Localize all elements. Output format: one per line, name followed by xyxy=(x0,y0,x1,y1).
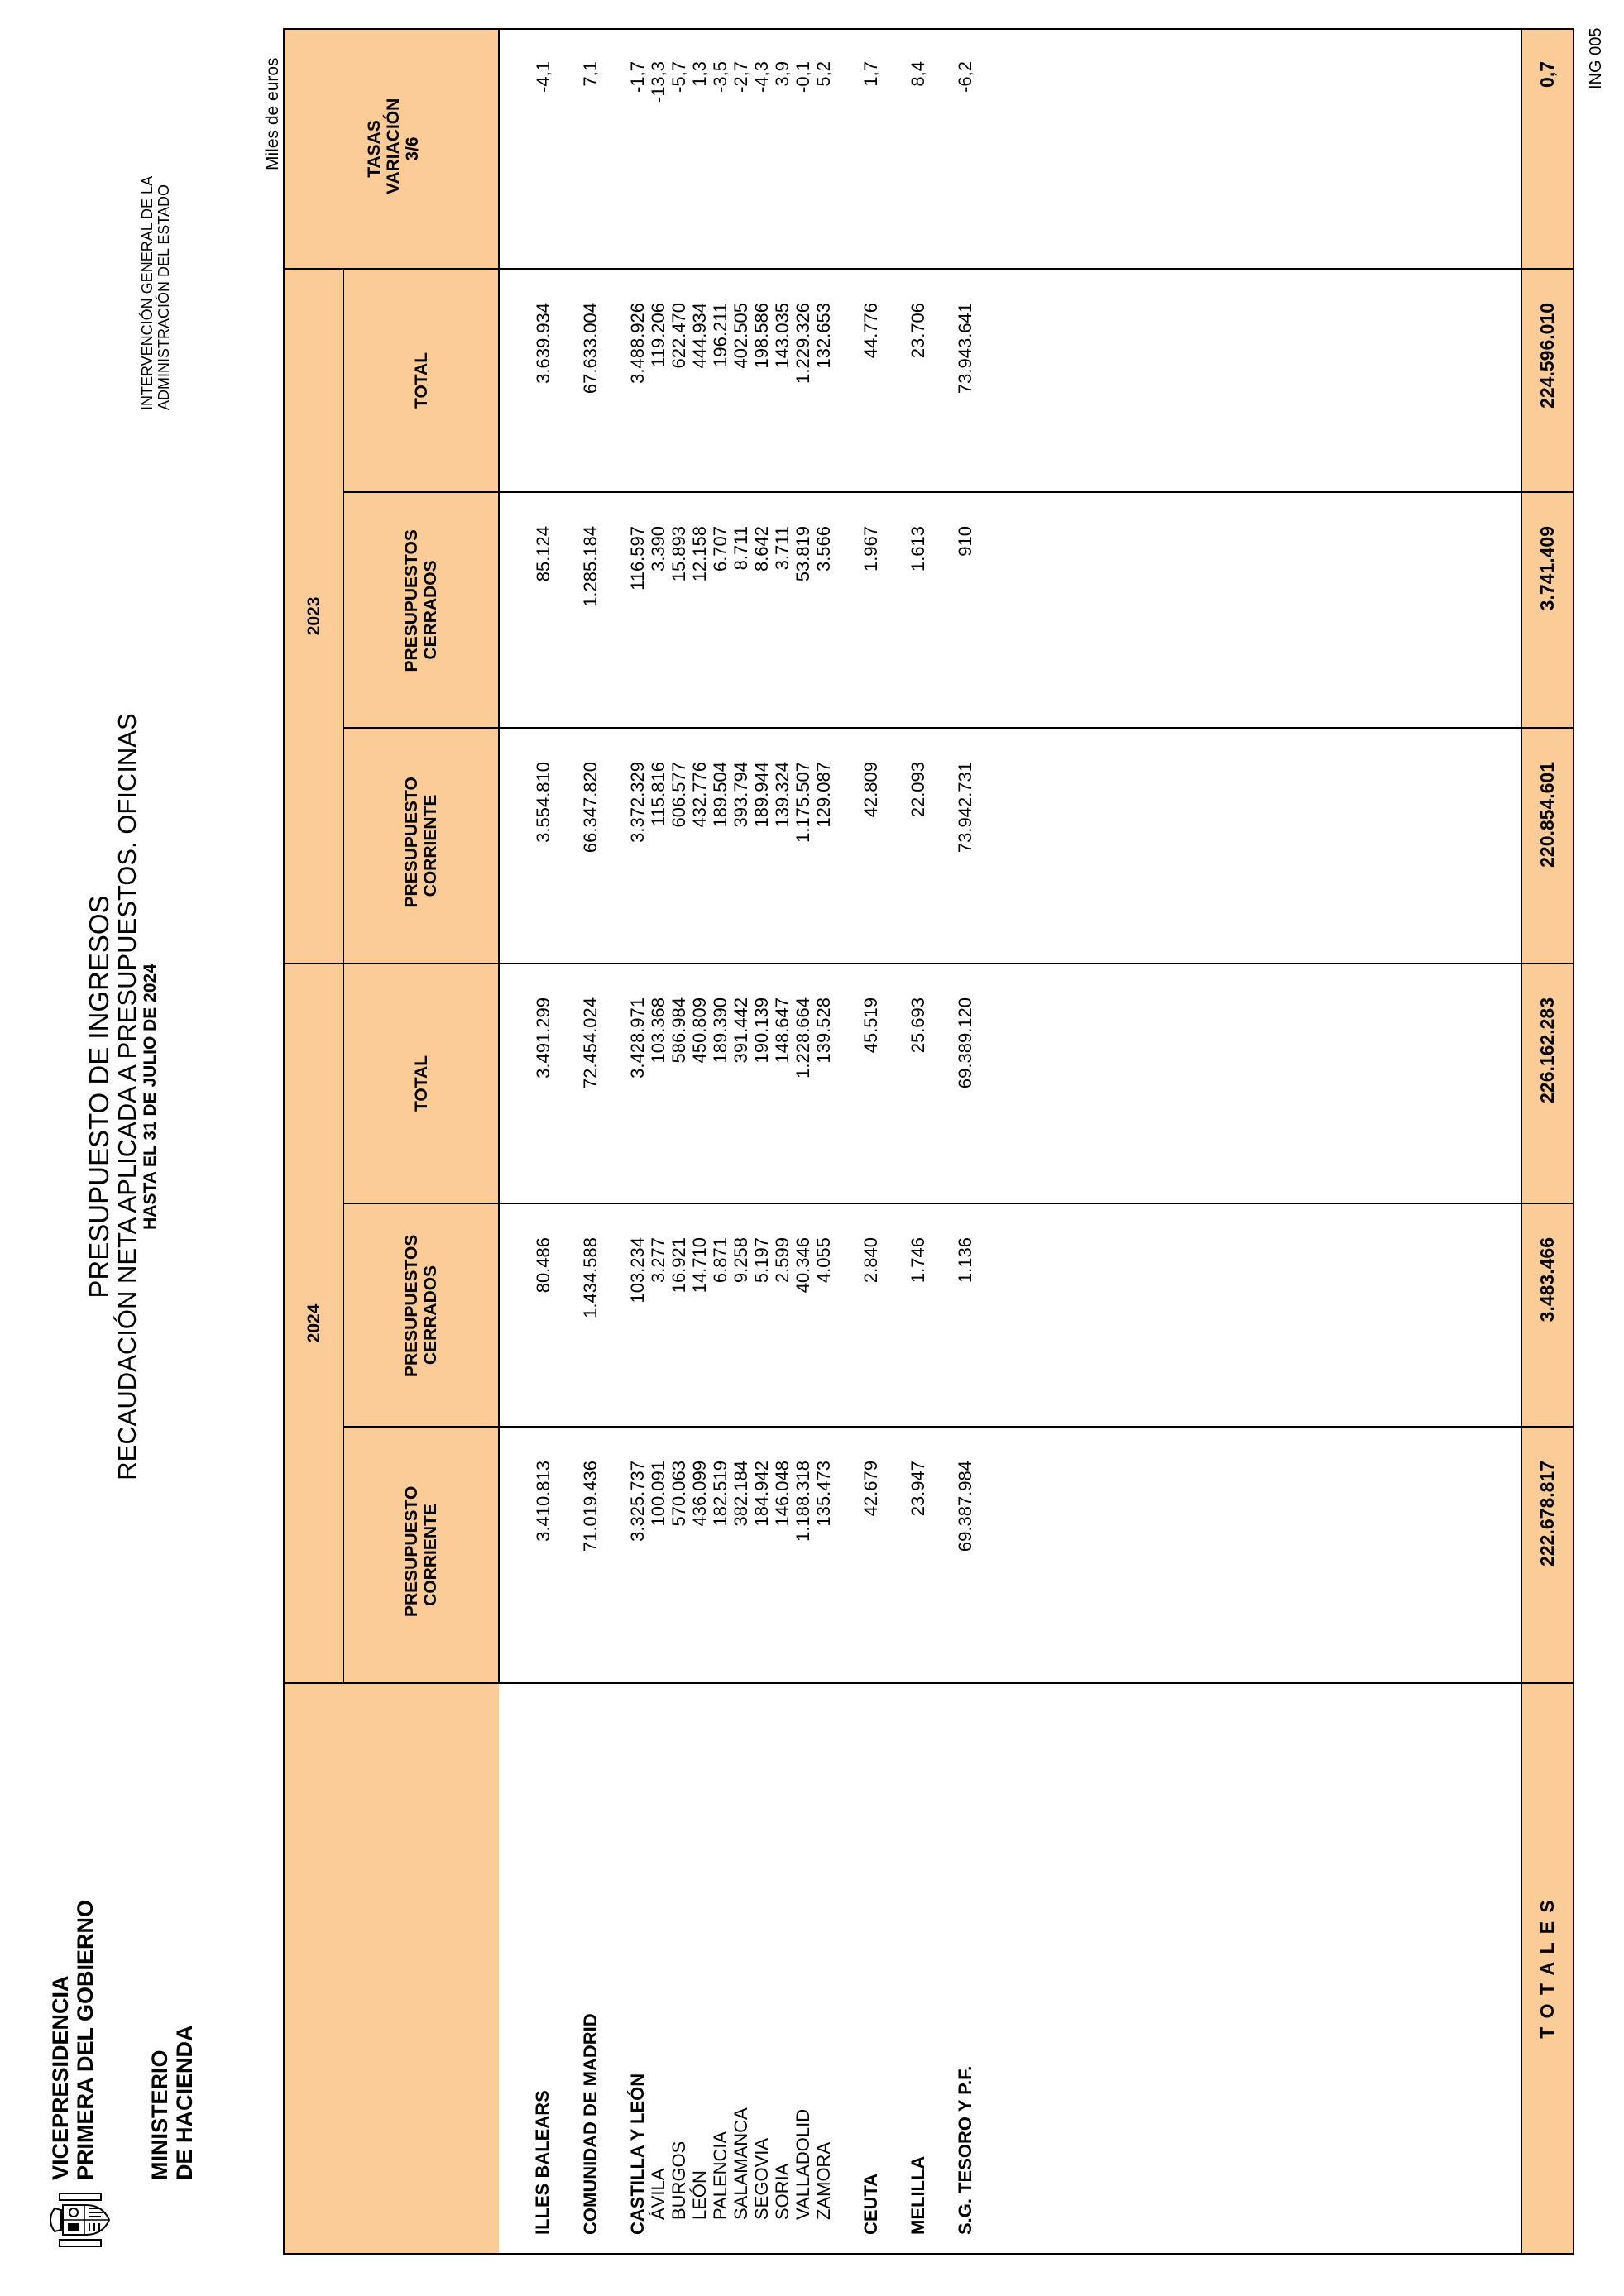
value-cell xyxy=(601,1203,627,1427)
vicepresidencia-line1: VICEPRESIDENCIA xyxy=(48,1975,73,2180)
table-body xyxy=(499,29,1574,2254)
rate-cell: -13,3 xyxy=(648,29,668,269)
value-cell: 15.893 xyxy=(668,492,689,728)
value-cell: 66.347.820 xyxy=(580,728,601,964)
spacer-row xyxy=(881,29,908,2254)
rate-cell: -1,7 xyxy=(627,29,648,269)
title-line3: HASTA EL 31 DE JULIO DE 2024 xyxy=(141,964,160,1230)
row-label: CEUTA xyxy=(860,1683,881,2254)
value-cell: 1.228.664 xyxy=(793,964,813,1203)
tasas-header-label: TASAS VARIACIÓN 3/6 xyxy=(364,98,422,194)
value-cell: 16.921 xyxy=(668,1203,689,1427)
filler-cell xyxy=(975,269,1521,492)
value-cell: 3.410.813 xyxy=(499,1427,553,1683)
col-corriente-2023 xyxy=(343,728,499,964)
value-cell: 910 xyxy=(955,492,975,728)
col-corriente-2023-label: PRESUPUESTO CORRIENTE xyxy=(402,777,440,908)
value-cell xyxy=(553,964,580,1203)
value-cell: 1.175.507 xyxy=(793,728,813,964)
rate-cell: -2,7 xyxy=(731,29,751,269)
row-label: SORIA xyxy=(772,1683,793,2254)
value-cell: 586.984 xyxy=(668,964,689,1203)
value-cell xyxy=(881,492,908,728)
rate-cell: 1,7 xyxy=(860,29,881,269)
value-cell: 3.554.810 xyxy=(499,728,553,964)
rate-cell: 1,3 xyxy=(689,29,710,269)
value-cell: 3.372.329 xyxy=(627,728,648,964)
value-cell: 184.942 xyxy=(751,1427,772,1683)
col-corriente-2024 xyxy=(343,1427,499,1683)
value-cell: 69.387.984 xyxy=(955,1427,975,1683)
rate-cell: -6,2 xyxy=(955,29,975,269)
value-cell: 73.942.731 xyxy=(955,728,975,964)
value-cell: 72.454.024 xyxy=(580,964,601,1203)
value-cell: 436.099 xyxy=(689,1427,710,1683)
totals-label: T O T A L E S xyxy=(1521,1683,1574,2254)
totals-value-cell: 226.162.283 xyxy=(1521,964,1574,1203)
row-label xyxy=(601,1683,627,2254)
value-cell: 1.136 xyxy=(955,1203,975,1427)
row-label: PALENCIA xyxy=(710,1683,731,2254)
title-line2: RECAUDACIÓN NETA APLICADA A PRESUPUESTOS. OFICINAS xyxy=(113,713,141,1480)
value-cell xyxy=(553,1203,580,1427)
value-cell xyxy=(928,1427,955,1683)
value-cell: 393.794 xyxy=(731,728,751,964)
row-label: SALAMANCA xyxy=(731,1683,751,2254)
value-cell: 71.019.436 xyxy=(580,1427,601,1683)
value-cell xyxy=(601,492,627,728)
value-cell xyxy=(928,964,955,1203)
value-cell: 622.470 xyxy=(668,269,689,492)
spacer-row xyxy=(553,29,580,2254)
header-blank xyxy=(284,1683,499,2254)
value-cell: 132.653 xyxy=(813,269,834,492)
value-cell: 432.776 xyxy=(689,728,710,964)
value-cell xyxy=(834,1203,860,1427)
value-cell: 143.035 xyxy=(772,269,793,492)
value-cell: 1.613 xyxy=(908,492,928,728)
row-label xyxy=(553,1683,580,2254)
revenue-table xyxy=(283,28,1574,2255)
value-cell: 2.840 xyxy=(860,1203,881,1427)
value-cell: 3.566 xyxy=(813,492,834,728)
filler-cell xyxy=(975,492,1521,728)
year-2023-header: 2023 xyxy=(284,269,343,964)
value-cell: 45.519 xyxy=(860,964,881,1203)
row-label xyxy=(881,1683,908,2254)
value-cell: 80.486 xyxy=(499,1203,553,1427)
value-cell: 40.346 xyxy=(793,1203,813,1427)
rate-cell: -4,1 xyxy=(499,29,553,269)
tasas-header xyxy=(284,29,499,269)
filler-cell xyxy=(975,1427,1521,1683)
table-row xyxy=(793,29,813,2254)
value-cell: 1.229.326 xyxy=(793,269,813,492)
value-cell xyxy=(553,1427,580,1683)
col-corriente-2024-label: PRESUPUESTO CORRIENTE xyxy=(402,1485,440,1617)
table-row xyxy=(908,29,928,2254)
rate-cell xyxy=(881,29,908,269)
table-row xyxy=(955,29,975,2254)
value-cell: 42.809 xyxy=(860,728,881,964)
row-label: ÁVILA xyxy=(648,1683,668,2254)
value-cell: 73.943.641 xyxy=(955,269,975,492)
table-row xyxy=(751,29,772,2254)
value-cell: 44.776 xyxy=(860,269,881,492)
value-cell: 4.055 xyxy=(813,1203,834,1427)
value-cell xyxy=(834,964,860,1203)
value-cell xyxy=(601,964,627,1203)
spacer-row xyxy=(928,29,955,2254)
value-cell: 103.234 xyxy=(627,1203,648,1427)
value-cell: 103.368 xyxy=(648,964,668,1203)
totals-row xyxy=(1521,29,1574,2254)
table-row xyxy=(499,29,553,2254)
value-cell: 116.597 xyxy=(627,492,648,728)
row-label: S.G. TESORO Y P.F. xyxy=(955,1683,975,2254)
table-row xyxy=(668,29,689,2254)
row-label: VALLADOLID xyxy=(793,1683,813,2254)
filler-cell xyxy=(975,728,1521,964)
intervencion-line1: INTERVENCIÓN GENERAL DE LA xyxy=(139,175,156,410)
value-cell: 3.639.934 xyxy=(499,269,553,492)
rate-cell: -3,5 xyxy=(710,29,731,269)
row-label: CASTILLA Y LEÓN xyxy=(627,1683,648,2254)
value-cell xyxy=(928,728,955,964)
value-cell: 444.934 xyxy=(689,269,710,492)
value-cell: 402.505 xyxy=(731,269,751,492)
row-label: SEGOVIA xyxy=(751,1683,772,2254)
value-cell xyxy=(553,492,580,728)
intervencion-label xyxy=(139,176,172,410)
value-cell: 129.087 xyxy=(813,728,834,964)
value-cell xyxy=(881,1203,908,1427)
value-cell: 1.285.184 xyxy=(580,492,601,728)
form-code: ING 005 xyxy=(1587,27,1605,89)
value-cell xyxy=(834,492,860,728)
filler-row xyxy=(975,29,1521,2254)
row-label: BURGOS xyxy=(668,1683,689,2254)
table-row xyxy=(710,29,731,2254)
value-cell xyxy=(601,269,627,492)
value-cell: 42.679 xyxy=(860,1427,881,1683)
table-row xyxy=(772,29,793,2254)
table-row xyxy=(860,29,881,2254)
rate-cell xyxy=(834,29,860,269)
value-cell xyxy=(881,728,908,964)
row-label: ILLES BALEARS xyxy=(499,1683,553,2254)
value-cell: 9.258 xyxy=(731,1203,751,1427)
table-row xyxy=(731,29,751,2254)
value-cell: 189.390 xyxy=(710,964,731,1203)
rate-cell: 3,9 xyxy=(772,29,793,269)
value-cell: 25.693 xyxy=(908,964,928,1203)
vicepresidencia-line2: PRIMERA DEL GOBIERNO xyxy=(73,1899,98,2180)
value-cell xyxy=(834,728,860,964)
coat-of-arms-icon xyxy=(48,2192,113,2248)
row-label xyxy=(928,1683,955,2254)
row-label: MELILLA xyxy=(908,1683,928,2254)
value-cell: 67.633.004 xyxy=(580,269,601,492)
totals-value-cell: 224.596.010 xyxy=(1521,269,1574,492)
col-cerrados-2024-label: PRESUPUESTOS CERRADOS xyxy=(402,1234,440,1377)
value-cell: 190.139 xyxy=(751,964,772,1203)
rate-cell: 5,2 xyxy=(813,29,834,269)
value-cell: 189.504 xyxy=(710,728,731,964)
value-cell: 3.491.299 xyxy=(499,964,553,1203)
filler-cell xyxy=(975,1203,1521,1427)
value-cell: 3.428.971 xyxy=(627,964,648,1203)
rate-cell xyxy=(928,29,955,269)
value-cell: 6.871 xyxy=(710,1203,731,1427)
value-cell: 115.816 xyxy=(648,728,668,964)
value-cell: 1.188.318 xyxy=(793,1427,813,1683)
value-cell: 3.277 xyxy=(648,1203,668,1427)
col-cerrados-2023-label: PRESUPUESTOS CERRADOS xyxy=(402,529,440,672)
value-cell xyxy=(881,1427,908,1683)
value-cell: 198.586 xyxy=(751,269,772,492)
value-cell xyxy=(601,1427,627,1683)
value-cell: 3.325.737 xyxy=(627,1427,648,1683)
value-cell: 53.819 xyxy=(793,492,813,728)
spacer-row xyxy=(601,29,627,2254)
row-label: LEÓN xyxy=(689,1683,710,2254)
value-cell xyxy=(928,1203,955,1427)
table-row xyxy=(627,29,648,2254)
value-cell xyxy=(553,728,580,964)
value-cell: 23.947 xyxy=(908,1427,928,1683)
col-total-2024: TOTAL xyxy=(343,964,499,1203)
value-cell: 5.197 xyxy=(751,1203,772,1427)
value-cell: 22.093 xyxy=(908,728,928,964)
value-cell: 85.124 xyxy=(499,492,553,728)
intervencion-line2: ADMINISTRACIÓN DEL ESTADO xyxy=(156,184,172,410)
year-2024-header: 2024 xyxy=(284,964,343,1683)
value-cell xyxy=(928,492,955,728)
table-row xyxy=(648,29,668,2254)
value-cell: 100.091 xyxy=(648,1427,668,1683)
rate-cell xyxy=(553,29,580,269)
value-cell: 69.389.120 xyxy=(955,964,975,1203)
value-cell: 182.519 xyxy=(710,1427,731,1683)
value-cell: 148.647 xyxy=(772,964,793,1203)
value-cell: 189.944 xyxy=(751,728,772,964)
totals-rate-cell: 0,7 xyxy=(1521,29,1574,269)
value-cell xyxy=(881,269,908,492)
rate-cell: 7,1 xyxy=(580,29,601,269)
totals-value-cell: 3.741.409 xyxy=(1521,492,1574,728)
value-cell xyxy=(928,269,955,492)
value-cell: 2.599 xyxy=(772,1203,793,1427)
rate-cell: -5,7 xyxy=(668,29,689,269)
value-cell: 139.324 xyxy=(772,728,793,964)
row-label: ZAMORA xyxy=(813,1683,834,2254)
value-cell: 3.390 xyxy=(648,492,668,728)
value-cell: 570.063 xyxy=(668,1427,689,1683)
value-cell: 8.642 xyxy=(751,492,772,728)
row-label xyxy=(834,1683,860,2254)
rate-cell: -4,3 xyxy=(751,29,772,269)
value-cell xyxy=(834,1427,860,1683)
value-cell xyxy=(834,269,860,492)
value-cell: 12.158 xyxy=(689,492,710,728)
value-cell: 3.488.926 xyxy=(627,269,648,492)
filler-cell xyxy=(975,1683,1521,2254)
value-cell: 146.048 xyxy=(772,1427,793,1683)
title-line1: PRESUPUESTO DE INGRESOS xyxy=(84,895,114,1299)
value-cell: 14.710 xyxy=(689,1203,710,1427)
ministerio-line2: DE HACIENDA xyxy=(172,2025,197,2180)
col-cerrados-2024 xyxy=(343,1203,499,1427)
report-title xyxy=(85,683,160,1510)
value-cell: 606.577 xyxy=(668,728,689,964)
ministerio-line1: MINISTERIO xyxy=(147,2050,172,2180)
table-row xyxy=(813,29,834,2254)
value-cell: 139.528 xyxy=(813,964,834,1203)
value-cell xyxy=(881,964,908,1203)
totals-value-cell: 220.854.601 xyxy=(1521,728,1574,964)
value-cell: 196.211 xyxy=(710,269,731,492)
row-label: COMUNIDAD DE MADRID xyxy=(580,1683,601,2254)
ministerio-label xyxy=(147,2025,197,2180)
table-row xyxy=(689,29,710,2254)
rate-cell xyxy=(601,29,627,269)
vicepresidencia-label xyxy=(48,1900,98,2180)
rate-cell: -0,1 xyxy=(793,29,813,269)
col-cerrados-2023 xyxy=(343,492,499,728)
value-cell: 3.711 xyxy=(772,492,793,728)
value-cell: 8.711 xyxy=(731,492,751,728)
value-cell: 1.434.588 xyxy=(580,1203,601,1427)
filler-cell xyxy=(975,29,1521,269)
units-label: Miles de euros xyxy=(263,57,282,170)
value-cell: 23.706 xyxy=(908,269,928,492)
filler-cell xyxy=(975,964,1521,1203)
value-cell: 391.442 xyxy=(731,964,751,1203)
value-cell: 6.707 xyxy=(710,492,731,728)
value-cell: 1.746 xyxy=(908,1203,928,1427)
rate-cell: 8,4 xyxy=(908,29,928,269)
table-row xyxy=(580,29,601,2254)
spacer-row xyxy=(834,29,860,2254)
value-cell: 135.473 xyxy=(813,1427,834,1683)
totals-value-cell: 3.483.466 xyxy=(1521,1203,1574,1427)
value-cell xyxy=(553,269,580,492)
value-cell: 382.184 xyxy=(731,1427,751,1683)
value-cell: 1.967 xyxy=(860,492,881,728)
value-cell: 119.206 xyxy=(648,269,668,492)
value-cell xyxy=(601,728,627,964)
value-cell: 450.809 xyxy=(689,964,710,1203)
totals-value-cell: 222.678.817 xyxy=(1521,1427,1574,1683)
col-total-2023: TOTAL xyxy=(343,269,499,492)
